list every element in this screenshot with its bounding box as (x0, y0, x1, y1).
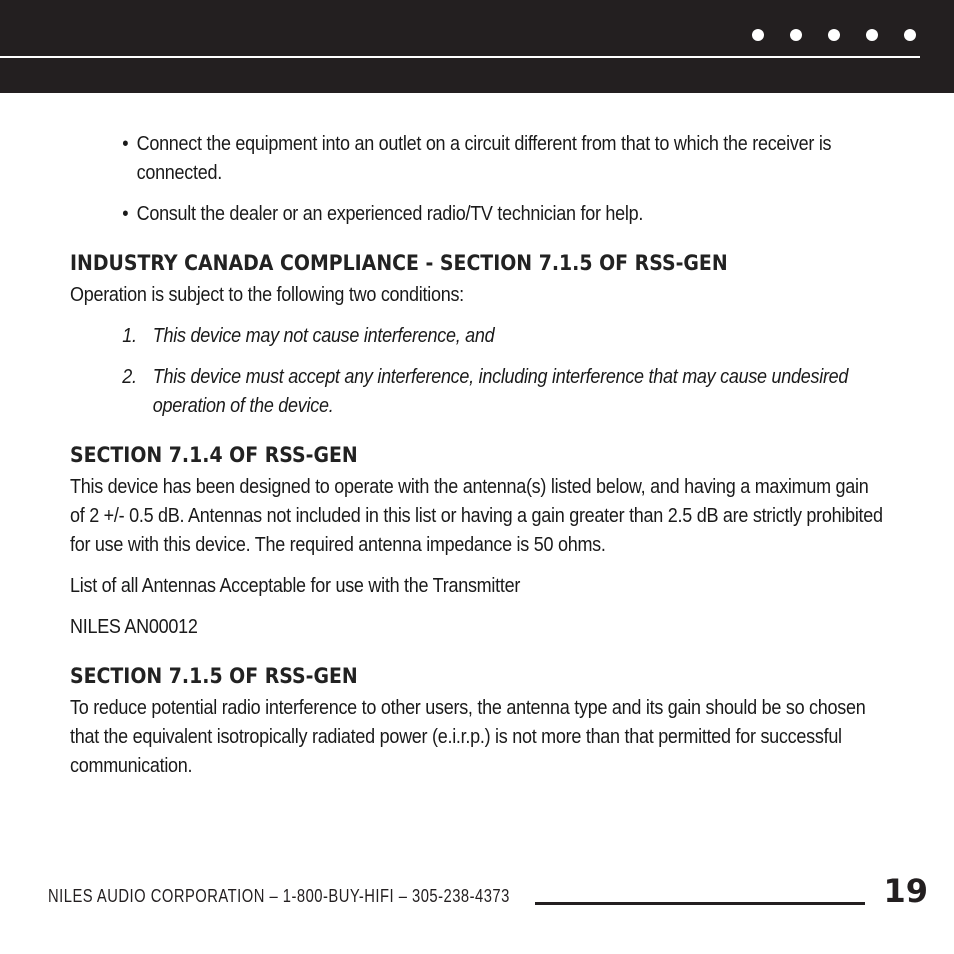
bullet-text: Connect the equipment into an outlet on a circuit different from that to which the receiver is connected. (136, 133, 832, 184)
header-rule (0, 56, 920, 58)
section-715-body: To reduce potential radio interference to other users, the antenna type and its gain should be so chosen that the equivalent isotropically radiated power (e.i.r.p.) is not more than that permitted for successful communication. (70, 697, 866, 777)
section-heading-715: SECTION 7.1.5 OF RSS-GEN (70, 664, 358, 688)
section-heading-714: SECTION 7.1.4 OF RSS-GEN (70, 443, 358, 467)
header-dots (752, 29, 916, 41)
footer-rule (535, 902, 865, 905)
header-band (0, 0, 954, 93)
condition-text: This device must accept any interference, including interference that may cause undesired operation of the device. (152, 366, 849, 417)
dot-icon (828, 29, 840, 41)
dot-icon (752, 29, 764, 41)
list-item (122, 200, 884, 229)
list-number: 2. (122, 366, 137, 388)
dot-icon (866, 29, 878, 41)
bullet-list (122, 130, 884, 229)
dot-icon (790, 29, 802, 41)
page-content (70, 130, 885, 793)
condition-text: This device may not cause interference, and (152, 325, 495, 347)
bullet-icon: • (122, 133, 129, 155)
bullet-icon: • (122, 203, 129, 225)
list-item (122, 363, 884, 421)
antenna-list-intro: List of all Antennas Acceptable for use with the Transmitter (70, 575, 521, 597)
list-number: 1. (122, 325, 137, 347)
section-heading-industry-canada: INDUSTRY CANADA COMPLIANCE - SECTION 7.1.5 OF RSS-GEN (70, 251, 728, 275)
list-item (122, 130, 884, 188)
footer-company: NILES AUDIO CORPORATION – 1-800-BUY-HIFI – 305-238-4373 (48, 886, 510, 906)
page-number: 19 (883, 872, 928, 910)
conditions-list (122, 322, 884, 421)
antenna-model: NILES AN00012 (70, 616, 198, 638)
dot-icon (904, 29, 916, 41)
list-item (122, 322, 884, 351)
bullet-text: Consult the dealer or an experienced radio/TV technician for help. (136, 203, 644, 225)
conditions-intro: Operation is subject to the following two conditions: (70, 284, 464, 306)
section-714-body: This device has been designed to operate with the antenna(s) listed below, and having a maximum gain of 2 +/- 0.5 dB. Antennas not included in this list or having a gain greater than 2.5 dB are strictly prohibited for use with this device. The required antenna impedance is 50 ohms. (70, 476, 883, 556)
